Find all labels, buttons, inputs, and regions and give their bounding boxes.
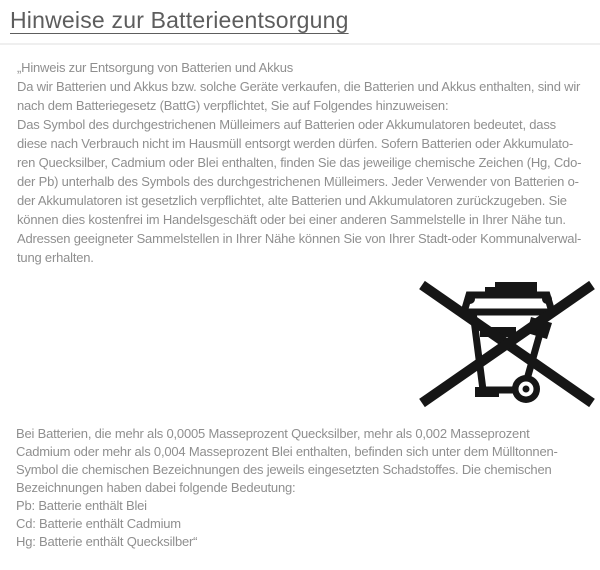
text-line: Da wir Batterien und Akkus bzw. solche Geräte verkaufen, die Batterien und Akkus enthalten, sind wir	[17, 79, 581, 94]
text-line: ren Quecksilber, Cadmium oder Blei enthalten, finden Sie das jeweilige chemische Zeichen (Hg, Cdo-	[17, 155, 582, 170]
text-line: Das Symbol des durchgestrichenen Mülleimers auf Batterien oder Akkumulatoren bedeutet, dass	[17, 117, 556, 132]
text-line: Adressen geeigneter Sammelstellen in Ihrer Nähe können Sie von Ihrer Stadt-oder Kommunalverwal-	[17, 231, 582, 246]
text-line: nach dem Batteriegesetz (BattG) verpflichtet, Sie auf Folgendes hinzuweisen:	[17, 98, 449, 113]
text-line: Cadmium oder mehr als 0,004 Masseprozent Blei enthalten, befinden sich unter dem Mülltonnen-	[16, 444, 558, 459]
disposal-notice-paragraph	[17, 58, 581, 267]
hazard-thresholds-paragraph	[16, 425, 558, 551]
text-line: Symbol die chemischen Bezeichnungen des jeweils eingesetzten Schadstoffes. Die chemischen	[16, 462, 552, 477]
text-line: Pb: Batterie enthält Blei	[16, 498, 147, 513]
page-title: Hinweise zur Batterieentsorgung	[10, 7, 349, 33]
crossed-out-wheeled-bin-icon	[419, 279, 595, 411]
text-line: „Hinweis zur Entsorgung von Batterien und Akkus	[17, 60, 294, 75]
section-divider	[0, 43, 600, 45]
text-line: diese nach Verbrauch nicht im Hausmüll entsorgt werden dürfen. Sofern Batterien oder Akkumulato-	[17, 136, 573, 151]
text-line: Cd: Batterie enthält Cadmium	[16, 516, 181, 531]
text-line: der Akkumulatoren ist gesetzlich verpflichtet, alte Batterien und Akkumulatoren zurückzugeben. Sie	[17, 193, 567, 208]
text-line: Bei Batterien, die mehr als 0,0005 Masseprozent Quecksilber, mehr als 0,002 Masseprozent	[16, 426, 530, 441]
text-line: tung erhalten.	[17, 250, 94, 265]
text-line: der Pb) unterhalb des Symbols des durchgestrichenen Mülleimers. Jeder Verwender von Batterien o-	[17, 174, 579, 189]
text-line: Hg: Batterie enthält Quecksilber“	[16, 534, 198, 549]
text-line: können dies kostenfrei im Handelsgeschäft oder bei einer anderen Sammelstelle in Ihrer Nähe tun.	[17, 212, 566, 227]
text-line: Bezeichnungen haben dabei folgende Bedeutung:	[16, 480, 296, 495]
